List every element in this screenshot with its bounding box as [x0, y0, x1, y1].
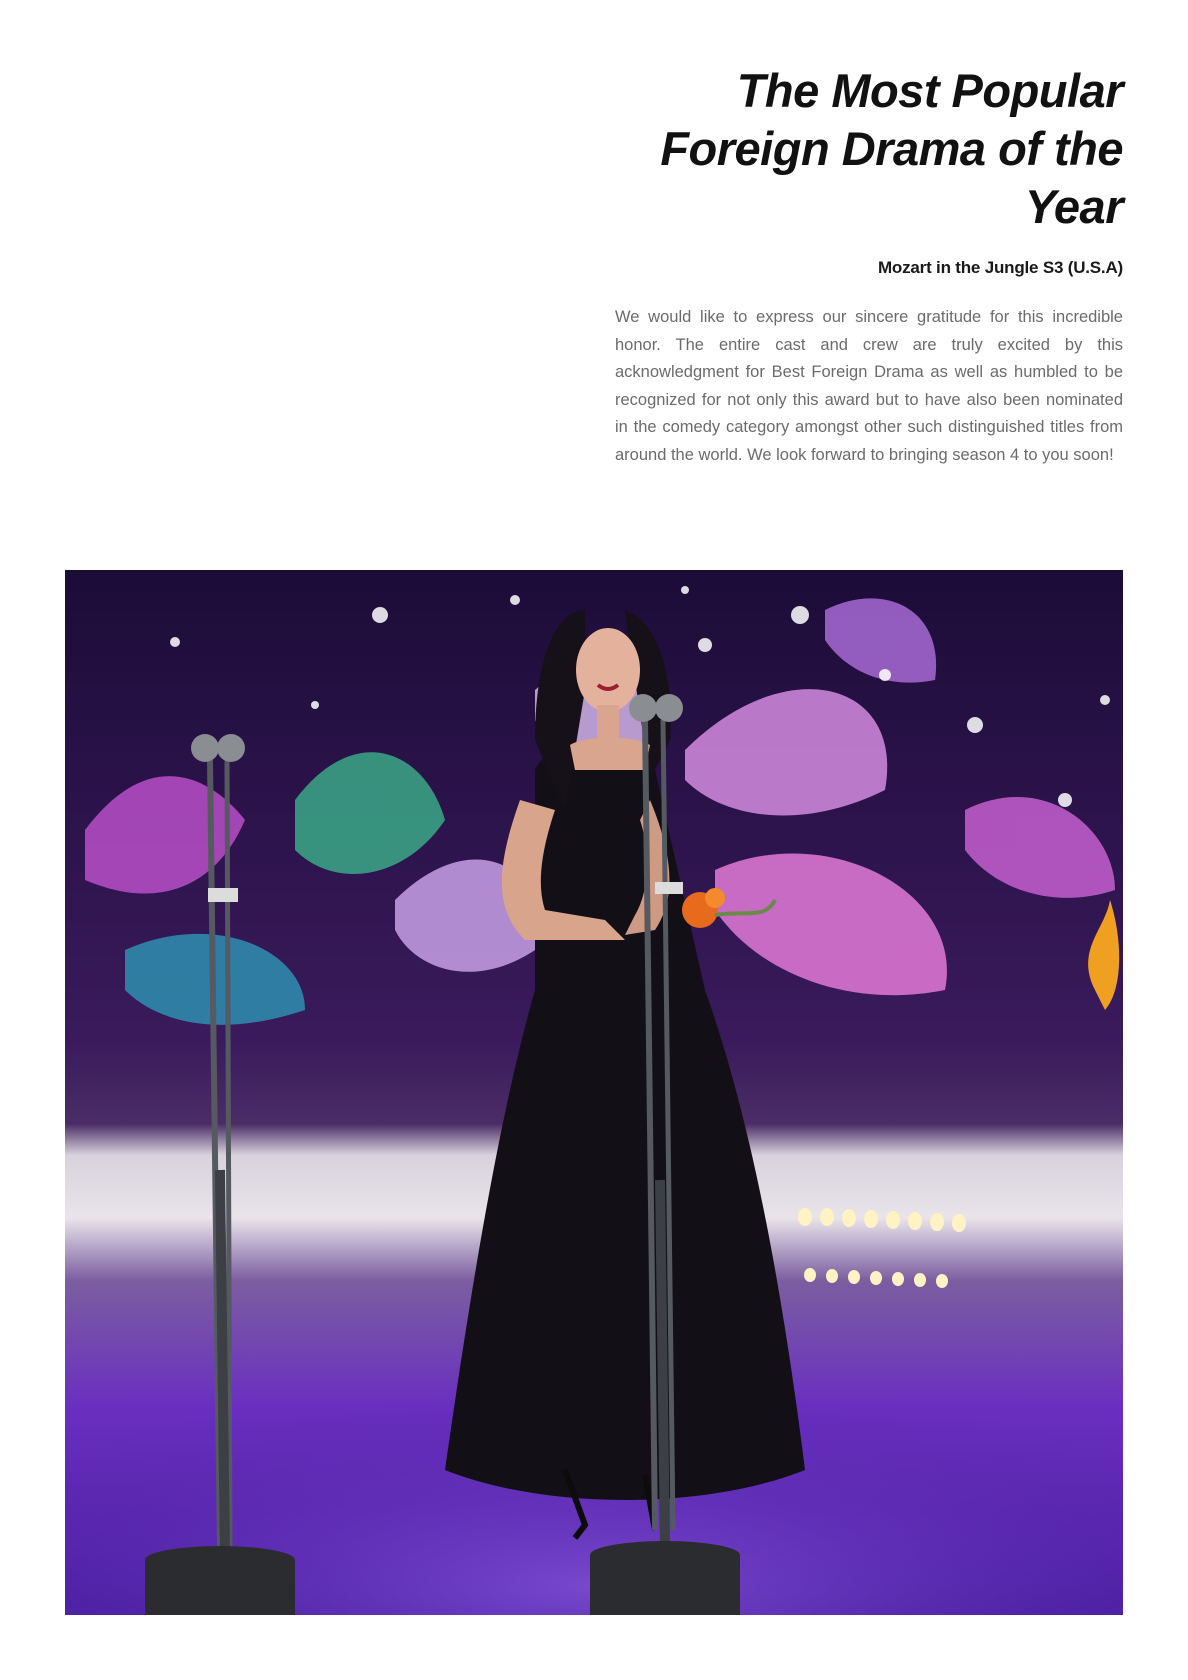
headline: The Most Popular Foreign Drama of the Year	[660, 64, 1123, 233]
article-text	[615, 62, 1123, 469]
body-text: We would like to express our sincere gratitude for this incredible honor. The entire cast and crew are truly excited by this acknowledgment for Best Foreign Drama as well as humbled to be recognized for not only this award but to have also been nominated in the comedy category amongst other such distinguished titles from around the world. We look forward to bringing season 4 to you soon!	[615, 308, 1123, 464]
subtitle: Mozart in the Jungle S3 (U.S.A)	[877, 258, 1123, 277]
photo-award-speech	[65, 570, 1123, 1615]
